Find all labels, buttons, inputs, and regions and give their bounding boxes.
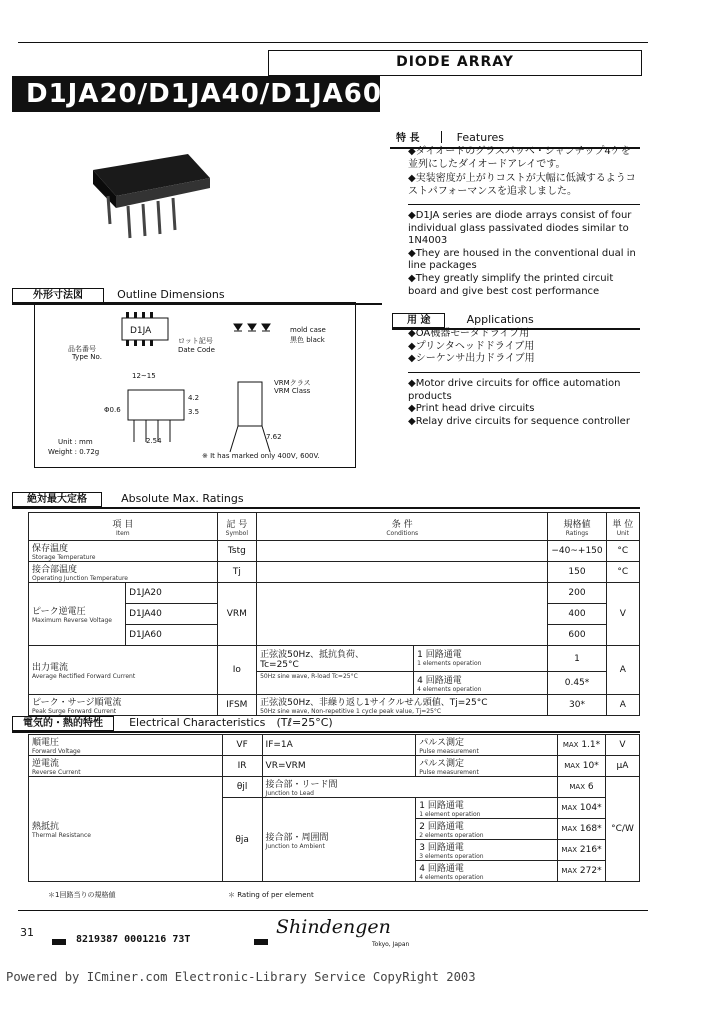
ratings-heading (12, 487, 640, 509)
type-no-jp: 品名番号 (68, 345, 96, 353)
model-banner: D1JA20/D1JA40/D1JA60 (12, 76, 380, 112)
barcode-block-left (52, 939, 66, 945)
features-jp-label: 特 長 (390, 132, 425, 145)
mold-case: mold case (290, 326, 326, 334)
electrical-table (28, 734, 640, 882)
table-row: 3 回路通電 3 elements operation MAX 216* (29, 840, 640, 861)
applications-en-label: Applications (466, 313, 534, 326)
dim-h1: 4.2 (188, 394, 200, 402)
list-item: ◆シーケンサ出力ドライブ用 (408, 353, 535, 365)
list-item: ◆Motor drive circuits for office automation products (408, 378, 621, 402)
vrm-class-en: VRM Class (274, 387, 311, 395)
list-item: ◆They greatly simplify the printed circuit board and give best cost performance (408, 272, 614, 297)
outline-jp-label: 外形寸法図 (12, 288, 104, 303)
top-rule (18, 42, 648, 43)
list-item: ◆ダイオードのグラスパッベ・シャンチップ4ケを並列にしたダイオードアレイです。 (408, 146, 631, 170)
list-item: ◆D1JA series are diode arrays consist of four individual glass passivated diodes similar to 1N4003 (408, 210, 632, 247)
applications-jp-list (408, 328, 640, 366)
date-code-en: Date Code (178, 346, 215, 354)
vrm-class-jp: VRMクラス (274, 379, 311, 387)
table-row: 出力電流 Average Rectified Forward Current Io 正弦波50Hz、抵抗負荷、 Tc=25°C 1 回路通電 1 elements operation 1 A (29, 646, 640, 672)
dim-h2: 3.5 (188, 408, 200, 416)
outline-en-label: Outline Dimensions (117, 288, 225, 301)
list-item: ◆Print head drive circuits (408, 403, 535, 415)
table-row: 項 目 Item 記 号 Symbol 条 件 Conditions 規格値 Ratings 単 位 Unit (29, 513, 640, 541)
features-en-list (408, 210, 640, 298)
powered-by: Powered by ICminer.com Electronic-Library Service CopyRight 2003 (6, 970, 476, 984)
list-item: ◆プリンタヘッドドライブ用 (408, 340, 535, 352)
table-row: D1JA40 400 (29, 604, 640, 625)
barcode-text: 8219387 0001216 73T (76, 934, 191, 945)
applications-heading (392, 308, 640, 330)
dim-width: 12~15 (132, 372, 156, 380)
electrical-jp-label: 電気的・熱的特性 (12, 716, 114, 731)
ratings-en-label: Absolute Max. Ratings (121, 492, 244, 505)
page-number: 31 (20, 926, 34, 939)
product-photo (18, 126, 238, 246)
footnote-jp: ＊1回路当りの規格値 (48, 891, 116, 899)
weight-label: Weight : 0.72g (48, 448, 100, 456)
applications-jp-label: 用 途 (392, 313, 445, 328)
table-row: 2 回路通電 2 elements operation MAX 168* (29, 819, 640, 840)
side-view-body (238, 382, 262, 426)
outline-note: ※ It has marked only 400V, 600V. (202, 452, 320, 460)
table-row: 接合部温度 Operating Junction Temperature Tj 150 °C (29, 562, 640, 583)
diode-symbols (234, 324, 270, 331)
mold-color: 黒色 black (290, 336, 325, 344)
list-item: ◆OA機器モータドライブ用 (408, 328, 530, 339)
type-no-en: Type No. (72, 353, 102, 361)
features-en-label: Features (456, 131, 504, 144)
brand-logo: Shindengen (276, 916, 391, 938)
dim-pin: Φ0.6 (104, 406, 121, 414)
footnote-en: ＊ Rating of per element (228, 891, 314, 899)
table-row: 逆電流 Reverse Current IR VR=VRM パルス測定 Pulse measurement MAX 10* μA (29, 756, 640, 777)
table-row: 熱抵抗 Thermal Resistance θjl 接合部・リード間 Junction to Lead MAX 6 °C/W (29, 777, 640, 798)
dim-pitch: 2.54 (146, 437, 162, 445)
table-row: 保存温度 Storage Temperature Tstg −40~+150 °C (29, 541, 640, 562)
table-row: 順電圧 Forward Voltage VF IF=1A パルス測定 Pulse measurement MAX 1.1* V (29, 735, 640, 756)
date-code-jp: ロット記号 (178, 337, 213, 345)
barcode-block-right (254, 939, 268, 945)
list-item: ◆They are housed in the conventional dual in line packages (408, 247, 636, 272)
features-jp-list (408, 146, 640, 198)
applications-en-list (408, 378, 640, 428)
dim-row: 7.62 (266, 433, 282, 441)
table-row: D1JA60 600 (29, 625, 640, 646)
ratings-table (28, 512, 640, 716)
electrical-heading (12, 711, 640, 733)
brand-city: Tokyo, Japan (372, 941, 410, 948)
category-title: DIODE ARRAY (268, 50, 642, 76)
front-view-body (128, 390, 184, 420)
table-row: 50Hz sine wave, R-load Tc=25°C 4 回路通電 4 elements operation 0.45* (29, 672, 640, 695)
table-row: 4 回路通電 4 elements operation MAX 272* (29, 861, 640, 882)
list-item: ◆Relay drive circuits for sequence controller (408, 415, 630, 427)
unit-label: Unit : mm (58, 438, 93, 446)
table-row: ピーク・サージ順電流 Peak Surge Forward Current IFSM 正弦波50Hz、非繰り返し1サイクルせん頭値、Tj=25°C 50Hz sine wave, Non-repetitive 1 cycle peak value, Tj=25°C 30* A (29, 695, 640, 716)
ratings-jp-label: 絶対最大定格 (12, 492, 102, 507)
table-row: ピーク逆電圧 Maximum Reverse Voltage D1JA20 VRM 200 V (29, 583, 640, 604)
part-label: D1JA (130, 326, 152, 336)
electrical-cond: (Tℓ=25°C) (276, 716, 333, 729)
table-row: θja 接合部・周囲間 Junction to Ambient 1 回路通電 1 element operation MAX 104* (29, 798, 640, 819)
list-item: ◆実装密度が上がりコストが大幅に低減するようコストパフォーマンスを追求しました。 (408, 173, 636, 197)
electrical-en-label: Electrical Characteristics (129, 716, 266, 729)
